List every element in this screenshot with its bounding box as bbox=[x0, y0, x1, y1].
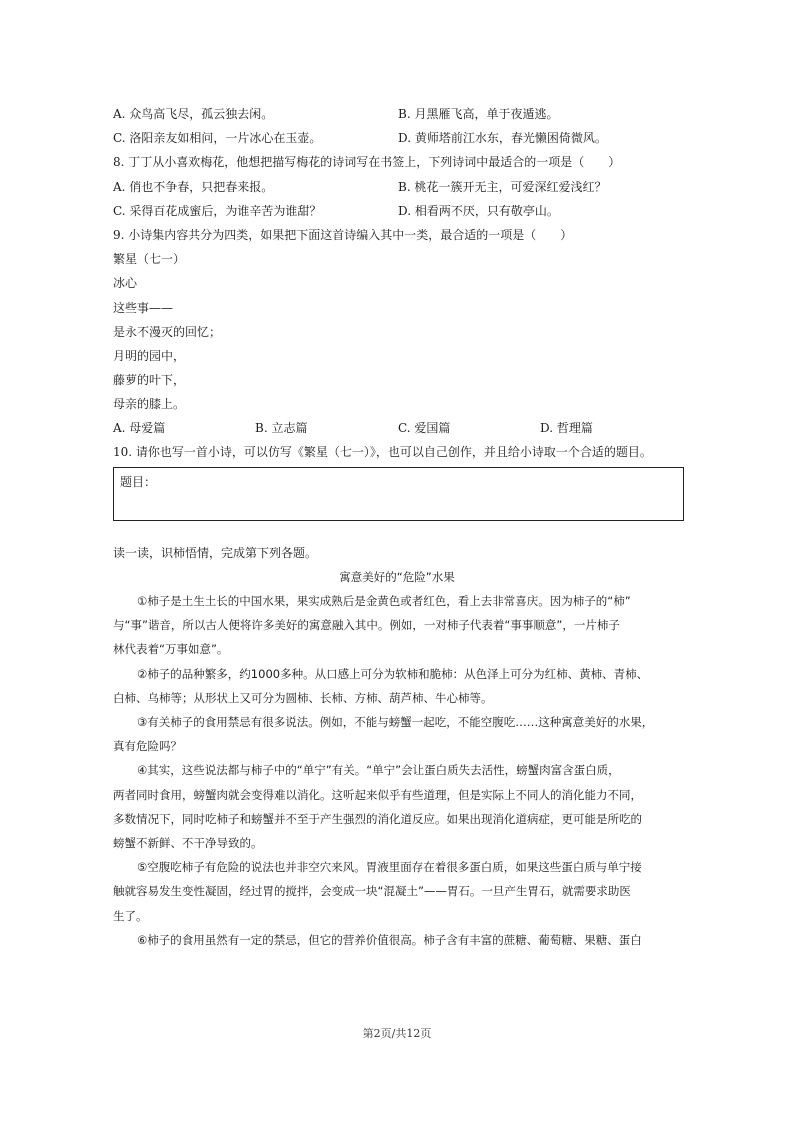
passage-line: ⑥柿子的食用虽然有一定的禁忌，但它的营养价值很高。柿子含有丰富的蔗糖、葡萄糖、果糖、蛋白 bbox=[137, 933, 642, 947]
q9-stem: 9. 小诗集内容共分为四类，如果把下面这首诗编入其中一类，最合适的一项是（ ） bbox=[113, 228, 573, 242]
passage-line: ①柿子是土生土长的中国水果，果实成熟后是金黄色或者红色，看上去非常喜庆。因为柿子的“柿” bbox=[137, 594, 631, 608]
passage-line: 林代表着“万事如意”。 bbox=[113, 642, 229, 656]
passage-title: 寓意美好的“危险”水果 bbox=[339, 570, 455, 584]
q8-option-b: B. 桃花一簇开无主，可爱深红爱浅红？ bbox=[398, 180, 607, 194]
passage-line: 多数情况下，同时吃柿子和螃蟹并不至于产生强烈的消化道反应。如果出现消化道病症，更可能是所吃的 bbox=[113, 812, 642, 826]
passage-line: ③有关柿子的食用禁忌有很多说法。例如，不能与螃蟹一起吃，不能空腹吃……这种寓意美好的水果， bbox=[137, 715, 654, 729]
q8-option-c: C. 采得百花成蜜后，为谁辛苦为谁甜？ bbox=[113, 204, 322, 218]
poem-line: 藤萝的叶下， bbox=[113, 373, 186, 387]
passage-line: 与“事”谐音，所以古人便将许多美好的寓意融入其中。例如，一对柿子代表着“事事顺意”，一片柿子 bbox=[113, 618, 620, 632]
passage-line: ④其实，这些说法都与柿子中的“单宁”有关。“单宁”会让蛋白质失去活性，螃蟹肉富含蛋白质， bbox=[137, 763, 620, 777]
passage-line: ②柿子的品种繁多，约1000多种。从口感上可分为软柿和脆柿：从色泽上可分为红柿、黄柿、青柿、 bbox=[137, 667, 649, 681]
poem-line: 月明的园中， bbox=[113, 349, 186, 363]
passage-line: 螃蟹不新鲜、不干净导致的。 bbox=[113, 836, 263, 850]
q8-option-a: A. 俏也不争春，只把春来报。 bbox=[113, 180, 274, 194]
q9-option-b: B. 立志篇 bbox=[255, 421, 308, 435]
poem-line: 这些事—— bbox=[113, 301, 174, 315]
poem-line: 母亲的膝上。 bbox=[113, 397, 186, 411]
passage-line: 生了。 bbox=[113, 909, 148, 923]
poem-author: 冰心 bbox=[113, 276, 138, 290]
q9-option-c: C. 爱国篇 bbox=[398, 421, 451, 435]
passage-line: 真有危险吗？ bbox=[113, 739, 182, 753]
q7-option-b: B. 月黑雁飞高，单于夜遁逃。 bbox=[398, 107, 559, 121]
answer-box-label: 题目： bbox=[120, 475, 157, 489]
q7-option-c: C. 洛阳亲友如相问，一片冰心在玉壶。 bbox=[113, 131, 322, 145]
q8-option-d: D. 相看两不厌，只有敬亭山。 bbox=[398, 204, 559, 218]
q7-option-a: A. 众鸟高飞尽，孤云独去闲。 bbox=[113, 107, 274, 121]
passage-line: 触就容易发生变性凝固，经过胃的搅拌，会变成一块“混凝土”——胃石。一旦产生胃石，就需要求助医 bbox=[113, 884, 631, 898]
answer-box[interactable] bbox=[113, 467, 684, 521]
reading-intro: 读一读，识柿悟情，完成第下列各题。 bbox=[113, 546, 318, 560]
q7-option-d: D. 黄师塔前江水东，春光懒困倚微风。 bbox=[398, 131, 607, 145]
q8-stem: 8. 丁丁从小喜欢梅花，他想把描写梅花的诗词写在书签上，下列诗词中最适合的一项是（ ） bbox=[113, 155, 621, 169]
page-number: 第2页/共12页 bbox=[362, 1027, 432, 1040]
q9-option-d: D. 哲理篇 bbox=[540, 421, 593, 435]
poem-line: 是永不漫灭的回忆； bbox=[113, 325, 222, 339]
q9-option-a: A. 母爱篇 bbox=[113, 421, 166, 435]
q10-stem: 10. 请你也写一首小诗，可以仿写《繁星（七一）》，也可以自己创作，并且给小诗取一个合适的题目。 bbox=[113, 445, 652, 459]
passage-line: 两者同时食用，螃蟹肉就会变得难以消化。这听起来似乎有些道理，但是实际上不同人的消化能力不同， bbox=[113, 788, 642, 802]
passage-line: ⑤空腹吃柿子有危险的说法也并非空穴来风。胃液里面存在着很多蛋白质，如果这些蛋白质与单宁接 bbox=[137, 860, 642, 874]
poem-title: 繁星（七一） bbox=[113, 252, 186, 266]
passage-line: 白柿、乌柿等；从形状上又可分为圆柿、长柿、方柿、葫芦柿、牛心柿等。 bbox=[113, 691, 493, 705]
